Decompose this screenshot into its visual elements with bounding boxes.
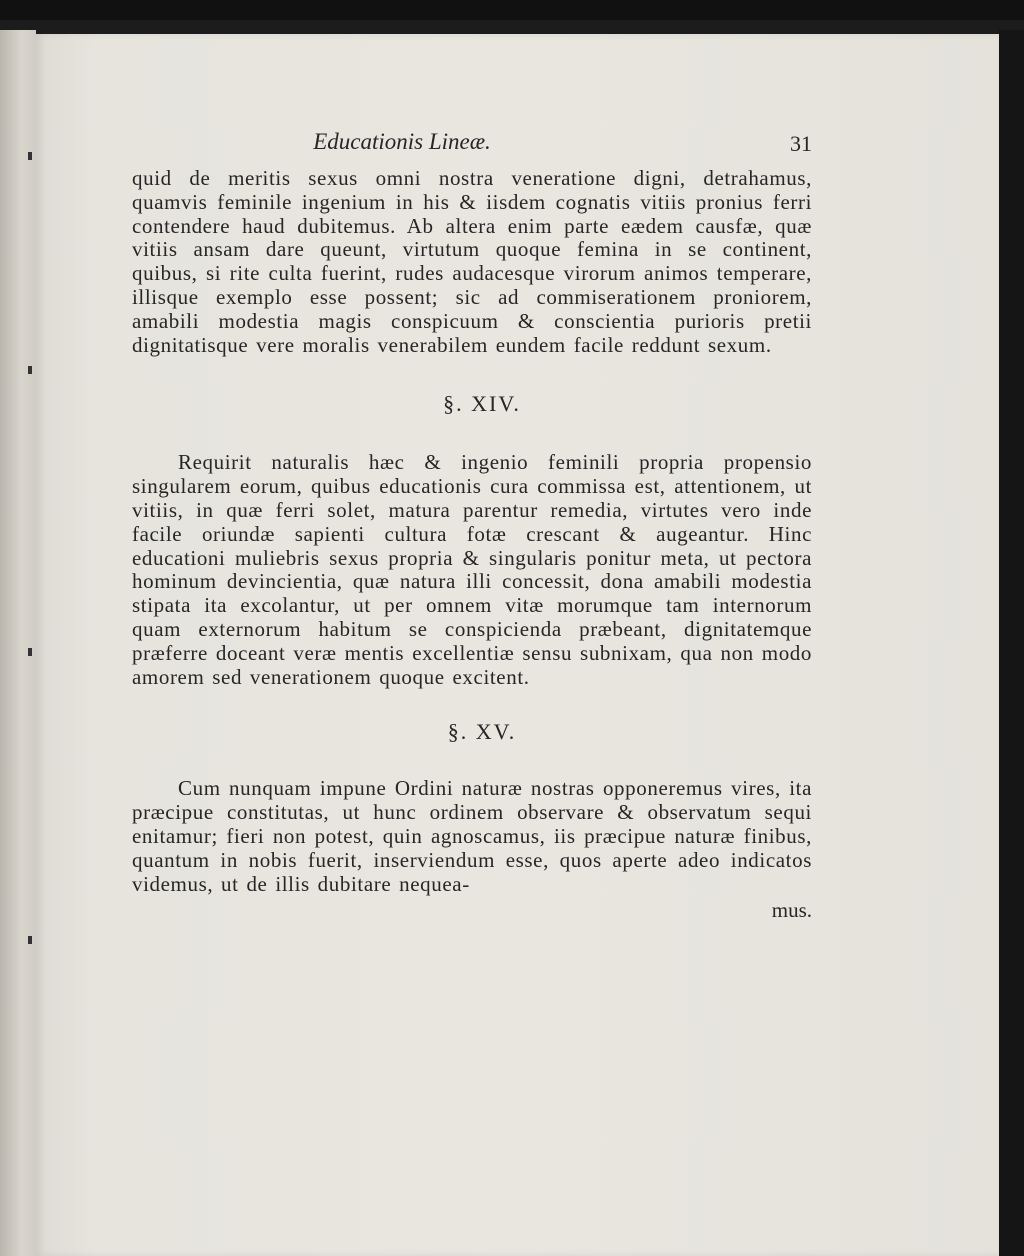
paragraph-continued: quid de meritis sexus omni nostra veneratione digni, detrahamus, quamvis feminile ingenium in his & iisdem cognatis vitiis pronius ferri contendere haud dubitemus. Ab altera enim parte eædem causfæ, quæ vitiis ansam dare queunt, virtutum quoque femina in se continent, quibus, si rite culta fuerint, rudes audacesque virorum animos temperare, illisque exemplo esse possent; sic ad commiserationem proniorem, amabili modestia magis conspicuum & conscientia purioris pretii dignitatisque vere moralis venerabilem eundem facile reddunt sexum. [132, 166, 812, 357]
margin-mark [28, 366, 32, 374]
page-text-block [132, 127, 812, 923]
paragraph-section-xiv: Requirit naturalis hæc & ingenio feminili propria propensio singularem eorum, quibus educationis cura commissa est, attentionem, ut vitiis, in quæ ferri solet, matura parentur remedia, virtutes vero inde facile oriundæ sapienti cultura fotæ crescant & augeantur. Hinc educationi muliebris sexus propria & singularis ponitur meta, ut pectora hominum devincientia, quæ natura illi concessit, dona amabili modestia stipata ita excolantur, ut per omnem vitæ morumque tam internorum quam externorum habitum se conspicienda præbeant, dignitatemque præferre doceant veræ mentis excellentiæ sensu subnixam, qua non modo amorem sed venerationem quoque excitent. [132, 450, 812, 689]
previous-page-edge [0, 30, 36, 1256]
scan-top-border [0, 0, 1024, 20]
running-header [132, 127, 812, 163]
margin-mark [28, 936, 32, 944]
paragraph-section-xv: Cum nunquam impune Ordini naturæ nostras opponeremus vires, ita præcipue constitutas, ut hunc ordinem observare & observatum sequi enitamur; fieri non potest, quin agnoscamus, iis præcipue naturæ finibus, quantum in nobis fuerit, inserviendum esse, quos aperte adeo indicatos videmus, ut de illis dubitare nequea- [132, 776, 812, 896]
section-heading-xiv: §. XIV. [443, 391, 521, 417]
catchword: mus. [771, 898, 812, 923]
margin-mark [28, 152, 32, 160]
running-title: Educationis Lineæ. [313, 129, 491, 154]
scan-right-border [999, 30, 1024, 1256]
margin-mark [28, 648, 32, 656]
section-heading-xv: §. XV. [447, 719, 517, 745]
page-number: 31 [790, 131, 812, 156]
